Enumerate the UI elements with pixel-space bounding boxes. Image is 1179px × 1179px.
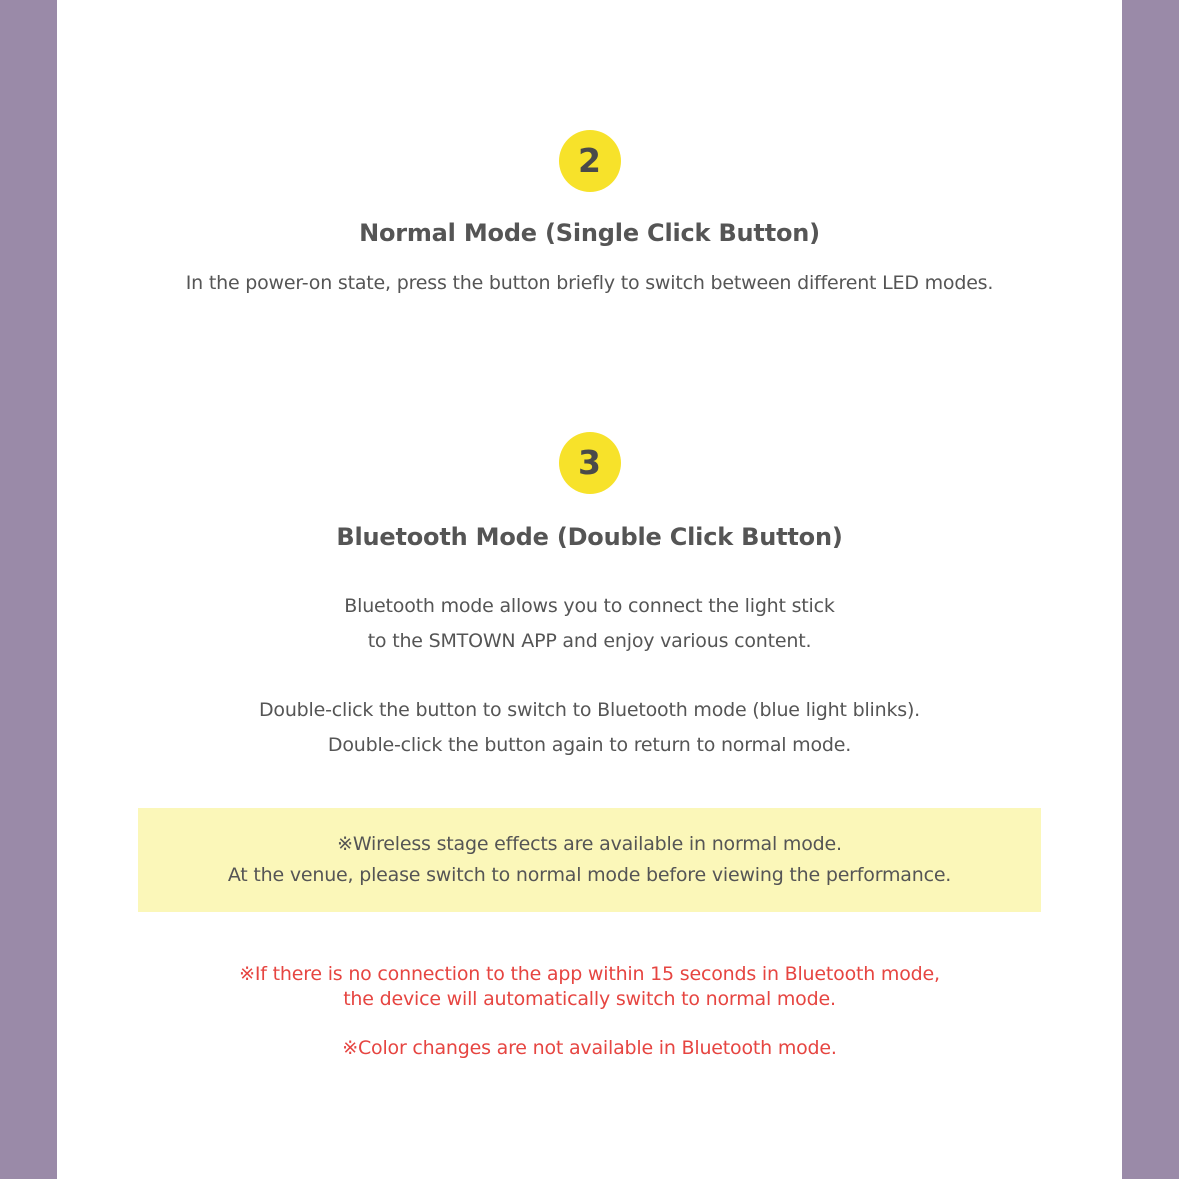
bluetooth-description-paragraph-1 — [57, 589, 1122, 659]
bluetooth-instruction-line: Double-click the button to switch to Bluetooth mode (blue light blinks). — [258, 699, 920, 721]
normal-mode-description: In the power-on state, press the button briefly to switch between different LED modes. — [185, 272, 994, 294]
step-number-badge-3: 3 — [559, 432, 621, 494]
bluetooth-description-paragraph-2 — [57, 693, 1122, 763]
notice-box — [138, 808, 1041, 912]
timeout-warning — [57, 962, 1122, 1012]
warning-line: the device will automatically switch to normal mode. — [343, 988, 836, 1010]
content-panel — [57, 0, 1122, 1179]
notice-line: ※Wireless stage effects are available in normal mode. — [337, 833, 842, 855]
color-change-warning: ※Color changes are not available in Bluetooth mode. — [342, 1037, 837, 1059]
bluetooth-description-line: Bluetooth mode allows you to connect the light stick — [344, 595, 835, 617]
bluetooth-instruction-line: Double-click the button again to return to normal mode. — [327, 734, 852, 756]
notice-text — [138, 829, 1041, 891]
bluetooth-description-line: to the SMTOWN APP and enjoy various content. — [367, 630, 812, 652]
bluetooth-mode-title: Bluetooth Mode (Double Click Button) — [336, 523, 843, 551]
step-number-badge-2: 2 — [559, 130, 621, 192]
notice-line: At the venue, please switch to normal mode before viewing the performance. — [227, 864, 952, 886]
warning-line: ※If there is no connection to the app within 15 seconds in Bluetooth mode, — [239, 963, 940, 985]
normal-mode-title: Normal Mode (Single Click Button) — [359, 219, 820, 247]
